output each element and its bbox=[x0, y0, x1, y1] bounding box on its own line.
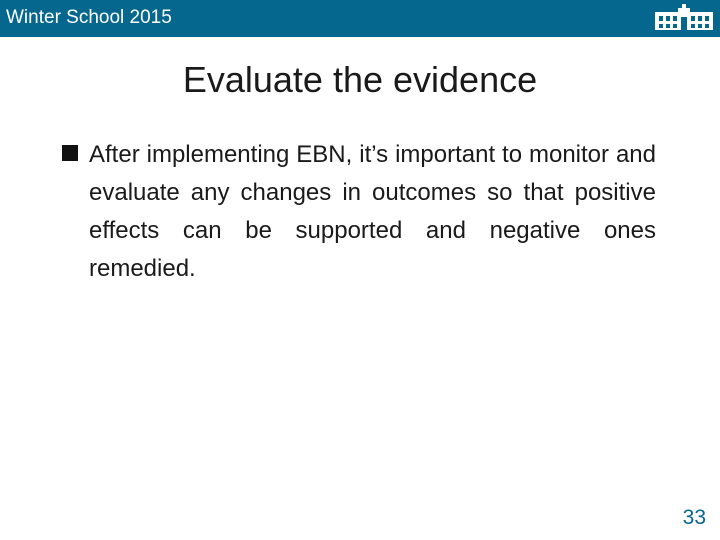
building-logo-icon bbox=[654, 4, 714, 32]
bullet-list bbox=[62, 136, 656, 288]
page-number: 33 bbox=[682, 506, 706, 529]
slide-title: Evaluate the evidence bbox=[182, 59, 538, 100]
header-title: Winter School 2015 bbox=[6, 7, 172, 28]
header-bar bbox=[0, 0, 720, 37]
bullet-text: After implementing EBN, it’s important to monitor and evaluate any changes in outcomes so that positive effects can be supported and negative ones remedied. bbox=[89, 141, 656, 282]
square-bullet-icon bbox=[62, 145, 78, 161]
